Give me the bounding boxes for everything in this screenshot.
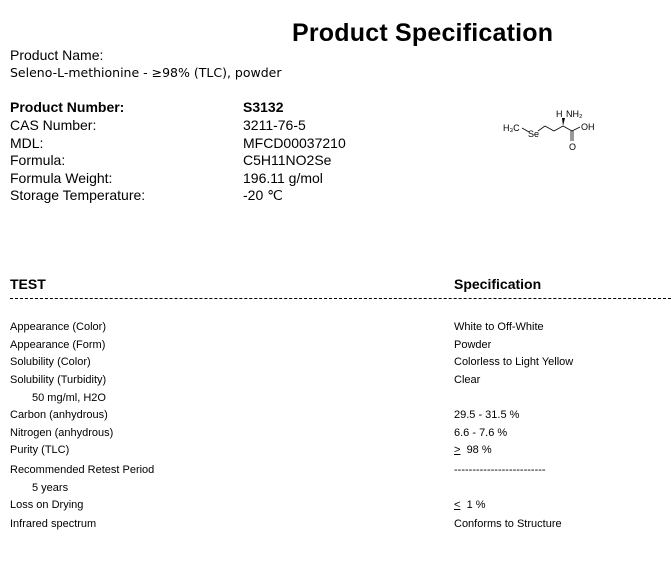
page-title: Product Specification [292,19,554,47]
product-number-value: S3132 [243,99,284,115]
spec-loss-on-drying [454,499,486,511]
product-name-label: Product Name: [10,47,104,63]
se-label: Se [528,129,540,139]
cas-number-label: CAS Number: [10,117,97,133]
test-infrared: Infrared spectrum [10,518,97,530]
spec-loss-on-drying-value: 1 % [466,499,486,511]
test-purity: Purity (TLC) [10,444,70,456]
spec-infrared: Conforms to Structure [454,518,562,530]
test-retest-period: Recommended Retest Period [10,464,155,476]
test-retest-value: 5 years [32,482,69,494]
test-column-header: TEST [10,276,46,292]
test-nitrogen: Nitrogen (anhydrous) [10,427,114,439]
test-appearance-color: Appearance (Color) [10,321,106,333]
spec-appearance-form: Powder [454,339,492,351]
spec-carbon: 29.5 - 31.5 % [454,409,520,421]
spec-solubility-color: Colorless to Light Yellow [454,356,574,368]
test-carbon: Carbon (anhydrous) [10,409,108,421]
h3c-label: H₃C [503,123,520,133]
spec-nitrogen: 6.6 - 7.6 % [454,427,508,439]
product-number-label: Product Number: [10,99,125,115]
storage-temperature-value: -20 ℃ [243,187,283,203]
h-label: H [556,109,563,119]
test-loss-on-drying: Loss on Drying [10,499,84,511]
formula-value: C5H11NO2Se [243,152,332,168]
formula-weight-value: 196.11 g/mol [243,170,323,186]
chemical-structure [500,104,610,154]
spec-appearance-color: White to Off-White [454,321,544,333]
less-equal-symbol: < [454,499,461,511]
mdl-label: MDL: [10,135,44,151]
formula-label: Formula: [10,152,66,168]
spec-retest-period: ------------------------- [454,464,546,476]
spec-solubility-turbidity: Clear [454,374,481,386]
test-solubility-turbidity: Solubility (Turbidity) [10,374,107,386]
oh-label: OH [581,122,595,132]
test-solubility-condition: 50 mg/ml, H2O [32,392,106,404]
nh2-label: NH₂ [566,109,583,119]
test-solubility-color: Solubility (Color) [10,356,91,368]
spec-purity [454,444,492,456]
product-name-value: Seleno-L-methionine - ≥98% (TLC), powder [10,65,282,80]
specification-column-header: Specification [454,276,542,292]
formula-weight-label: Formula Weight: [10,170,113,186]
cas-number-value: 3211-76-5 [243,117,306,133]
greater-equal-symbol: > [454,444,461,456]
storage-temperature-label: Storage Temperature: [10,187,146,203]
o-label: O [569,142,577,152]
test-appearance-form: Appearance (Form) [10,339,106,351]
header-divider [10,298,671,299]
spec-purity-value: 98 % [466,444,492,456]
mdl-value: MFCD00037210 [243,135,346,151]
